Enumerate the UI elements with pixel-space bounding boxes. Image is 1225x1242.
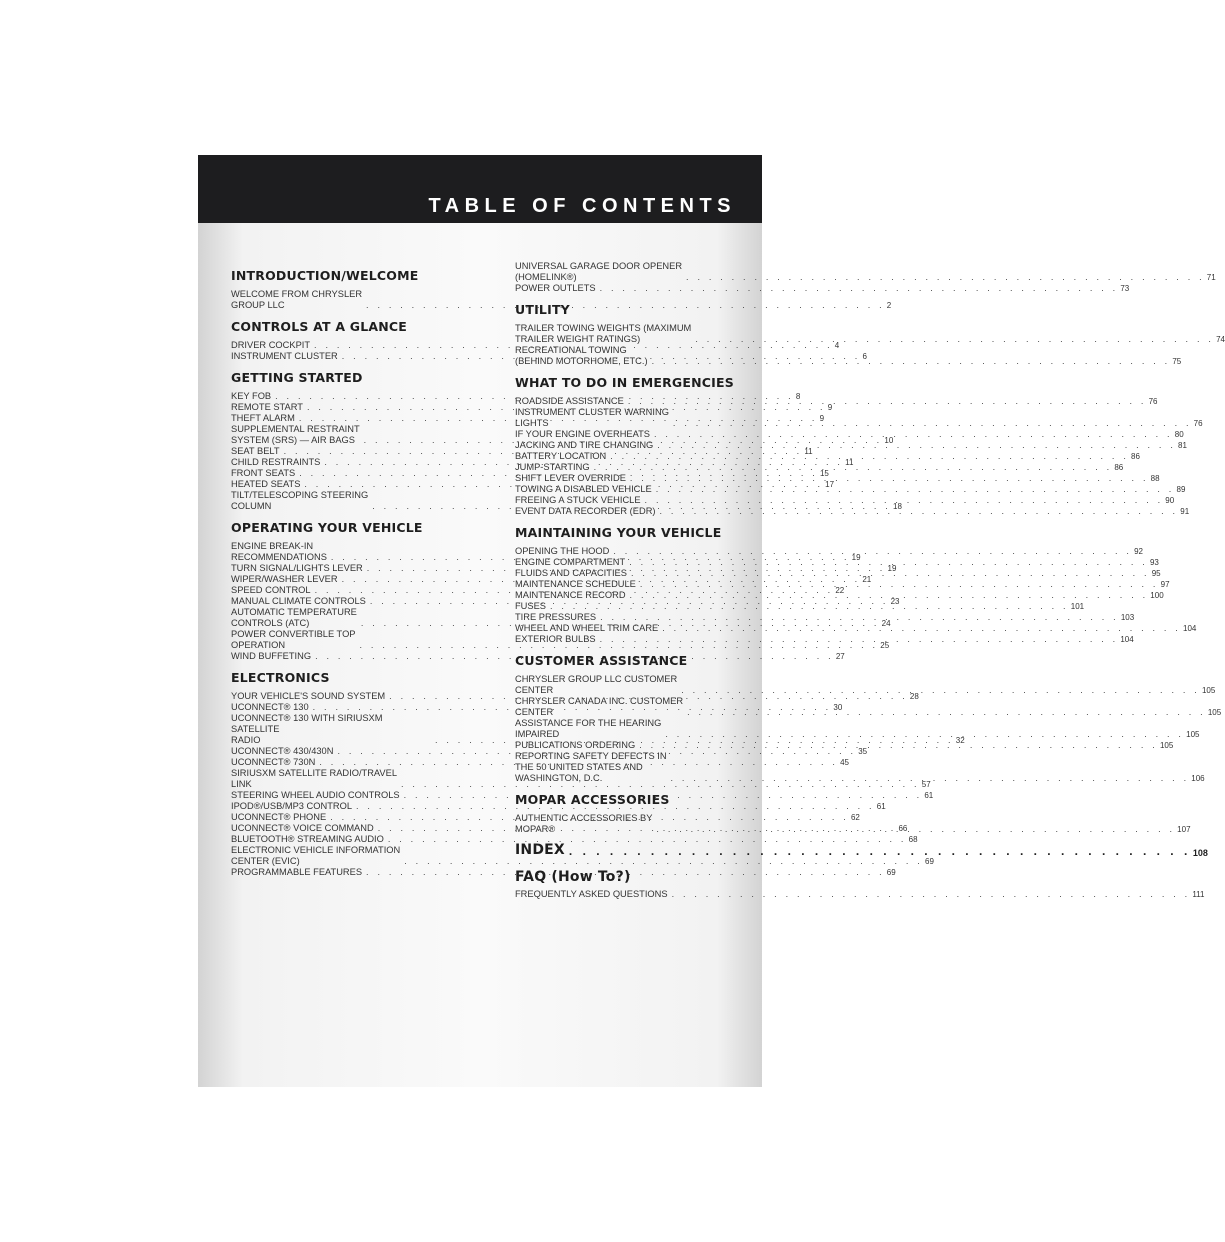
toc-entry-page: 89 xyxy=(1176,485,1186,494)
index-page: 108 xyxy=(1192,848,1208,858)
leader-dots xyxy=(606,451,1129,462)
leader-dots xyxy=(667,773,1190,784)
toc-entry-page: 19 xyxy=(887,564,897,573)
toc-entry-label: ASSISTANCE FOR THE HEARING IMPAIRED xyxy=(515,718,662,739)
leader-dots xyxy=(596,283,1119,294)
toc-entry-page: 30 xyxy=(833,703,843,712)
toc-entry-list xyxy=(515,261,1216,294)
section-title: CUSTOMER ASSISTANCE xyxy=(515,653,688,668)
leader-dots xyxy=(641,495,1164,506)
section-title: ELECTRONICS xyxy=(231,670,330,685)
toc-entry[interactable] xyxy=(515,407,1203,429)
toc-entry-label: BATTERY LOCATION xyxy=(515,451,607,461)
toc-entry-label: UCONNECT® 430/430N xyxy=(231,746,334,756)
toc-entry-page: 2 xyxy=(886,301,892,310)
toc-entry-page: 106 xyxy=(1191,774,1205,783)
index-title: INDEX xyxy=(515,842,565,858)
toc-entry-page: 21 xyxy=(862,575,872,584)
toc-entry-label: POWER CONVERTIBLE TOP OPERATION xyxy=(231,629,356,650)
toc-entry-label: CHRYSLER GROUP LLC CUSTOMER CENTER xyxy=(515,674,678,695)
toc-entry-page: 90 xyxy=(1165,496,1175,505)
toc-entry-page: 45 xyxy=(840,758,849,767)
toc-entry[interactable] xyxy=(515,396,1158,407)
toc-entry-label: AUTHENTIC ACCESSORIES BY MOPAR® xyxy=(515,813,653,834)
toc-entry-page: 76 xyxy=(1193,419,1203,428)
section-title: MOPAR ACCESSORIES xyxy=(515,792,670,807)
toc-entry-label: UCONNECT® 130 WITH SIRIUSXM SATELLITE RADIO xyxy=(231,713,383,745)
leader-dots xyxy=(636,579,1159,590)
leader-dots xyxy=(668,889,1191,900)
toc-entry[interactable] xyxy=(231,746,868,757)
toc-entry[interactable] xyxy=(515,546,1144,557)
section-title: WHAT TO DO IN EMERGENCIES xyxy=(515,375,734,390)
page-title: TABLE OF CONTENTS xyxy=(428,195,736,217)
leader-dots xyxy=(596,612,1119,623)
toc-entry[interactable] xyxy=(515,345,1182,367)
toc-entry-label: SHIFT LEVER OVERRIDE xyxy=(515,473,626,483)
toc-entry[interactable] xyxy=(231,812,860,823)
leader-dots xyxy=(625,557,1148,568)
toc-entry-label: REPORTING SAFETY DEFECTS IN THE 50 UNITED STATES AND WASHINGTON, D.C. xyxy=(515,751,667,783)
leader-dots xyxy=(683,707,1206,718)
toc-entry-page: 68 xyxy=(908,835,918,844)
leader-dots xyxy=(682,272,1205,283)
toc-entry-page: 105 xyxy=(1159,741,1174,750)
toc-entry-label: PROGRAMMABLE FEATURES xyxy=(231,867,363,877)
toc-entry-page: 25 xyxy=(880,641,890,650)
toc-entry-page: 69 xyxy=(925,857,934,866)
leader-dots xyxy=(565,844,1191,858)
toc-entry-label: UCONNECT® PHONE xyxy=(231,812,327,822)
toc-entry-label: CHRYSLER CANADA INC. CUSTOMER CENTER xyxy=(515,696,684,717)
toc-entry-label: INSTRUMENT CLUSTER xyxy=(231,351,338,361)
toc-entry-page: 101 xyxy=(1070,602,1085,611)
toc-entry[interactable] xyxy=(515,495,1175,506)
toc-entry-label: REMOTE START xyxy=(231,402,303,412)
leader-dots xyxy=(546,601,1069,612)
leader-dots xyxy=(652,824,1175,835)
toc-entry[interactable] xyxy=(515,634,1134,645)
toc-entry-page: 86 xyxy=(1114,463,1124,472)
toc-entry-label: FUSES xyxy=(515,601,546,611)
toc-entry-label: MANUAL CLIMATE CONTROLS xyxy=(231,596,366,606)
toc-entry-page: 69 xyxy=(886,868,896,877)
toc-entry-label: TILT/TELESCOPING STEERING COLUMN xyxy=(231,490,369,511)
toc-entry-page: 104 xyxy=(1120,635,1134,644)
toc-entry-page: 32 xyxy=(955,736,965,745)
index-entry[interactable] xyxy=(515,842,1208,858)
toc-entry-page: 105 xyxy=(1207,708,1222,717)
leader-dots xyxy=(626,590,1149,601)
toc-entry-page: 17 xyxy=(825,480,835,489)
toc-entry-label: FREQUENTLY ASKED QUESTIONS xyxy=(515,889,668,899)
section-title: GETTING STARTED xyxy=(231,370,363,385)
toc-entry-label: EXTERIOR BULBS xyxy=(515,634,596,644)
toc-entry-label: STEERING WHEEL AUDIO CONTROLS xyxy=(231,790,400,800)
section-title: MAINTAINING YOUR VEHICLE xyxy=(515,525,722,540)
toc-entry-page: 57 xyxy=(921,780,931,789)
toc-entry-page: 104 xyxy=(1183,624,1197,633)
leader-dots xyxy=(658,623,1181,634)
toc-entry-page: 103 xyxy=(1120,613,1135,622)
toc-entry-page: 71 xyxy=(1206,273,1216,282)
section-title: OPERATING YOUR VEHICLE xyxy=(231,520,423,535)
toc-entry-label: UCONNECT® VOICE COMMAND xyxy=(231,823,374,833)
toc-entry-page: 18 xyxy=(893,502,902,511)
toc-entry-label: KEY FOB xyxy=(231,391,272,401)
toc-entry-label: DRIVER COCKPIT xyxy=(231,340,311,350)
toc-entry-page: 88 xyxy=(1150,474,1160,483)
toc-entry-page: 97 xyxy=(1160,580,1170,589)
toc-entry-page: 23 xyxy=(890,597,900,606)
leader-dots xyxy=(596,634,1119,645)
toc-entry-label: UCONNECT® 130 xyxy=(231,702,309,712)
toc-entry-page: 35 xyxy=(858,747,868,756)
toc-entry-label: YOUR VEHICLE'S SOUND SYSTEM xyxy=(231,691,386,701)
toc-entry[interactable] xyxy=(515,674,1216,696)
toc-entry[interactable] xyxy=(231,691,919,702)
toc-entry-page: 80 xyxy=(1174,430,1184,439)
toc-entry-page: 91 xyxy=(1180,507,1190,516)
toc-entry[interactable] xyxy=(231,834,918,845)
leader-dots xyxy=(609,546,1132,557)
leader-dots xyxy=(652,484,1175,495)
toc-entry-label: MAINTENANCE SCHEDULE xyxy=(515,579,636,589)
toc-page xyxy=(198,155,1225,1087)
toc-entry-label: POWER OUTLETS xyxy=(515,283,596,293)
section-title: UTILITY xyxy=(515,302,570,317)
toc-entry-page: 111 xyxy=(1192,890,1205,899)
leader-dots xyxy=(624,396,1147,407)
toc-entry-page: 105 xyxy=(1186,730,1200,739)
toc-entry-label: PUBLICATIONS ORDERING xyxy=(515,740,636,750)
toc-entry-label: UCONNECT® 730N xyxy=(231,757,316,767)
leader-dots xyxy=(627,568,1150,579)
toc-entry-page: 15 xyxy=(819,469,829,478)
toc-entry-label: TURN SIGNAL/LIGHTS LEVER xyxy=(231,563,363,573)
toc-entry-label: FREEING A STUCK VEHICLE xyxy=(515,495,641,505)
leader-dots xyxy=(691,334,1214,345)
toc-entry-page: 107 xyxy=(1177,825,1191,834)
toc-entry-page: 73 xyxy=(1120,284,1130,293)
leader-dots xyxy=(626,473,1149,484)
toc-entry-page: 8 xyxy=(795,392,801,401)
toc-entry-page: 61 xyxy=(924,791,934,800)
toc-entry-label: JUMP-STARTING xyxy=(515,462,590,472)
leader-dots xyxy=(650,429,1173,440)
leader-dots xyxy=(677,685,1200,696)
toc-entry-page: 10 xyxy=(884,436,894,445)
toc-entry-label: FRONT SEATS xyxy=(231,468,296,478)
toc-entry-page: 92 xyxy=(1134,547,1144,556)
leader-dots xyxy=(653,440,1176,451)
toc-entry-label: SPEED CONTROL xyxy=(231,585,311,595)
leader-dots xyxy=(669,418,1192,429)
toc-entry-label: EVENT DATA RECORDER (EDR) xyxy=(515,506,656,516)
toc-entry-label: AUTOMATIC TEMPERATURE CONTROLS (ATC) xyxy=(231,607,357,628)
toc-entry-label: JACKING AND TIRE CHANGING xyxy=(515,440,654,450)
toc-entry-label: TIRE PRESSURES xyxy=(515,612,597,622)
toc-entry-page: 66 xyxy=(898,824,908,833)
toc-entry[interactable] xyxy=(231,757,849,768)
toc-entry-page: 61 xyxy=(876,802,886,811)
toc-entry-page: 86 xyxy=(1131,452,1140,461)
leader-dots xyxy=(661,729,1184,740)
toc-entry-label: IF YOUR ENGINE OVERHEATS xyxy=(515,429,650,439)
toc-entry-label: WIND BUFFETING xyxy=(231,651,312,661)
toc-entry-page: 24 xyxy=(881,619,891,628)
toc-entry-list xyxy=(515,323,1225,367)
toc-entry-label: WIPER/WASHER LEVER xyxy=(231,574,338,584)
toc-entry-label: WHEEL AND WHEEL TRIM CARE xyxy=(515,623,659,633)
toc-entry-label: WELCOME FROM CHRYSLER GROUP LLC xyxy=(231,289,363,310)
toc-entry-label: UNIVERSAL GARAGE DOOR OPENER (HOMELINK®) xyxy=(515,261,683,282)
toc-entry-page: 9 xyxy=(819,414,825,423)
toc-entry-page: 4 xyxy=(834,341,840,350)
toc-entry[interactable] xyxy=(231,768,931,790)
index-section[interactable] xyxy=(515,842,1208,858)
toc-entry-page: 105 xyxy=(1201,686,1216,695)
toc-entry-label: TRAILER TOWING WEIGHTS (MAXIMUM TRAILER WEIGHT RATINGS) xyxy=(515,323,692,344)
toc-entry-label: IPOD®/USB/MP3 CONTROL xyxy=(231,801,353,811)
toc-entry-label: MAINTENANCE RECORD xyxy=(515,590,626,600)
toc-entry-page: 27 xyxy=(835,652,845,661)
toc-entry-label: ENGINE COMPARTMENT xyxy=(515,557,626,567)
toc-entry[interactable] xyxy=(515,612,1135,623)
toc-entry-label: ENGINE BREAK-IN RECOMMENDATIONS xyxy=(231,541,327,562)
toc-entry[interactable] xyxy=(515,429,1184,440)
toc-entry-page: 11 xyxy=(845,458,854,467)
section-title: INTRODUCTION/WELCOME xyxy=(231,268,419,283)
header-band xyxy=(198,155,762,223)
leader-dots xyxy=(656,506,1179,517)
section-title: CONTROLS AT A GLANCE xyxy=(231,319,408,334)
toc-entry-page: 95 xyxy=(1151,569,1161,578)
toc-entry-page: 11 xyxy=(804,447,813,456)
toc-entry-label: SUPPLEMENTAL RESTRAINT SYSTEM (SRS) — AIR BAGS xyxy=(231,424,360,445)
toc-entry-label: ROADSIDE ASSISTANCE xyxy=(515,396,624,406)
toc-entry[interactable] xyxy=(231,402,833,413)
toc-entry-page: 19 xyxy=(851,553,861,562)
toc-entry-label: THEFT ALARM xyxy=(231,413,295,423)
toc-entry-label: INSTRUMENT CLUSTER WARNING LIGHTS xyxy=(515,407,669,428)
toc-entry[interactable] xyxy=(231,340,840,351)
leader-dots xyxy=(590,462,1113,473)
toc-entry-label: CHILD RESTRAINTS xyxy=(231,457,321,467)
toc-entry-page: 75 xyxy=(1172,357,1182,366)
toc-entry[interactable] xyxy=(515,718,1200,740)
toc-section xyxy=(515,261,1216,294)
toc-entry-label: OPENING THE HOOD xyxy=(515,546,610,556)
toc-entry-label: FLUIDS AND CAPACITIES xyxy=(515,568,627,578)
toc-entry-page: 81 xyxy=(1178,441,1187,450)
toc-section xyxy=(515,302,1225,367)
toc-entry-label: SIRIUSXM SATELLITE RADIO/TRAVEL LINK xyxy=(231,768,398,789)
toc-entry[interactable] xyxy=(515,323,1225,345)
toc-entry-label: RECREATIONAL TOWING (BEHIND MOTORHOME, ETC.) xyxy=(515,345,648,366)
toc-entry-page: 28 xyxy=(909,692,919,701)
toc-entry[interactable] xyxy=(515,889,1205,900)
faq-title: FAQ (How To?) xyxy=(515,869,631,885)
toc-entry-page: 62 xyxy=(850,813,860,822)
toc-entry[interactable] xyxy=(515,261,1216,283)
toc-entry-page: 76 xyxy=(1148,397,1158,406)
toc-entry-label: ELECTRONIC VEHICLE INFORMATION CENTER (EVIC) xyxy=(231,845,401,866)
toc-entry[interactable] xyxy=(231,801,886,812)
toc-entry-label: SEAT BELT xyxy=(231,446,280,456)
toc-entry-label: HEATED SEATS xyxy=(231,479,301,489)
toc-entry[interactable] xyxy=(515,283,1130,294)
leader-dots xyxy=(648,356,1171,367)
toc-entry-label: BLUETOOTH® STREAMING AUDIO xyxy=(231,834,384,844)
toc-entry-label: TOWING A DISABLED VEHICLE xyxy=(515,484,652,494)
toc-entry-page: 100 xyxy=(1150,591,1164,600)
toc-entry-page: 6 xyxy=(862,352,867,361)
toc-entry-page: 9 xyxy=(827,403,833,412)
toc-entry-page: 22 xyxy=(835,586,845,595)
leader-dots xyxy=(635,740,1158,751)
toc-entry-page: 74 xyxy=(1216,335,1225,344)
toc-entry-page: 93 xyxy=(1149,558,1159,567)
